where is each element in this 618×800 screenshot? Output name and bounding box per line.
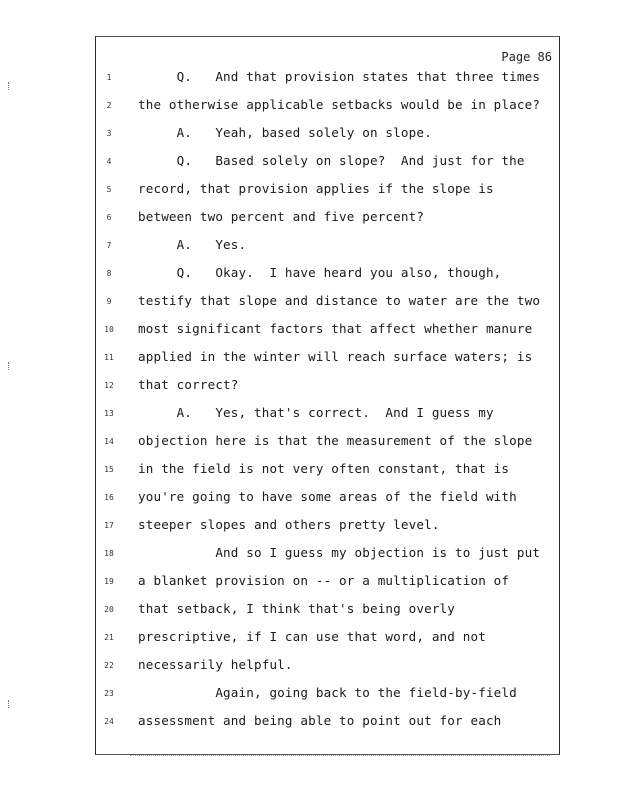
transcript-line [0, 685, 618, 709]
transcript-line [0, 181, 618, 205]
line-number: 22 [104, 661, 114, 670]
line-text: necessarily helpful. [138, 657, 293, 672]
line-number: 10 [104, 325, 114, 334]
transcript-line [0, 545, 618, 569]
transcript-line [0, 265, 618, 289]
transcript-line [0, 209, 618, 233]
line-text: Q. Okay. I have heard you also, though, [138, 265, 502, 280]
line-number: 7 [106, 241, 112, 250]
line-number: 20 [104, 605, 114, 614]
line-number: 14 [104, 437, 114, 446]
line-number: 11 [104, 353, 114, 362]
transcript-line [0, 433, 618, 457]
line-text: And so I guess my objection is to just put [138, 545, 541, 560]
page-number: Page 86 [501, 50, 552, 64]
line-text: a blanket provision on -- or a multiplication of [138, 573, 510, 588]
line-number: 8 [106, 269, 112, 278]
line-number: 19 [104, 577, 114, 586]
line-number: 4 [106, 157, 112, 166]
line-number: 13 [104, 409, 114, 418]
transcript-line [0, 69, 618, 93]
line-text: most significant factors that affect whether manure [138, 321, 533, 336]
line-number: 2 [106, 101, 112, 110]
line-number: 21 [104, 633, 114, 642]
line-text: objection here is that the measurement of the slope [138, 433, 533, 448]
transcript-line [0, 293, 618, 317]
line-text: testify that slope and distance to water are the two [138, 293, 541, 308]
transcript-line [0, 461, 618, 485]
footer-rule [130, 755, 550, 758]
line-number: 18 [104, 549, 114, 558]
transcript-line [0, 517, 618, 541]
line-number: 23 [104, 689, 114, 698]
line-number: 5 [106, 185, 112, 194]
line-number: 6 [106, 213, 112, 222]
line-number: 1 [106, 73, 112, 82]
transcript-line [0, 657, 618, 681]
transcript-line [0, 153, 618, 177]
line-text: A. Yes, that's correct. And I guess my [138, 405, 494, 420]
line-number: 9 [106, 297, 112, 306]
line-text: the otherwise applicable setbacks would be in place? [138, 97, 541, 112]
line-text: record, that provision applies if the slope is [138, 181, 494, 196]
line-text: that correct? [138, 377, 239, 392]
transcript-line [0, 573, 618, 597]
line-text: that setback, I think that's being overly [138, 601, 456, 616]
transcript-line [0, 629, 618, 653]
transcript-line [0, 713, 618, 737]
line-text: Again, going back to the field-by-field [138, 685, 517, 700]
line-number: 3 [106, 129, 112, 138]
transcript-line [0, 489, 618, 513]
transcript-line [0, 349, 618, 373]
line-number: 16 [104, 493, 114, 502]
line-text: you're going to have some areas of the field with [138, 489, 517, 504]
line-text: A. Yes. [138, 237, 247, 252]
transcript-line [0, 405, 618, 429]
line-text: Q. Based solely on slope? And just for the [138, 153, 525, 168]
transcript-line [0, 97, 618, 121]
line-number: 17 [104, 521, 114, 530]
line-text: Q. And that provision states that three times [138, 69, 541, 84]
line-number: 24 [104, 717, 114, 726]
line-text: assessment and being able to point out for each [138, 713, 502, 728]
transcript-line [0, 321, 618, 345]
transcript-line [0, 237, 618, 261]
transcript-line [0, 601, 618, 625]
line-number: 12 [104, 381, 114, 390]
transcript-line [0, 125, 618, 149]
line-text: applied in the winter will reach surface waters; is [138, 349, 533, 364]
line-text: prescriptive, if I can use that word, and not [138, 629, 486, 644]
transcript-line [0, 377, 618, 401]
line-text: A. Yeah, based solely on slope. [138, 125, 432, 140]
line-text: steeper slopes and others pretty level. [138, 517, 440, 532]
line-text: in the field is not very often constant, that is [138, 461, 510, 476]
line-number: 15 [104, 465, 114, 474]
line-text: between two percent and five percent? [138, 209, 425, 224]
